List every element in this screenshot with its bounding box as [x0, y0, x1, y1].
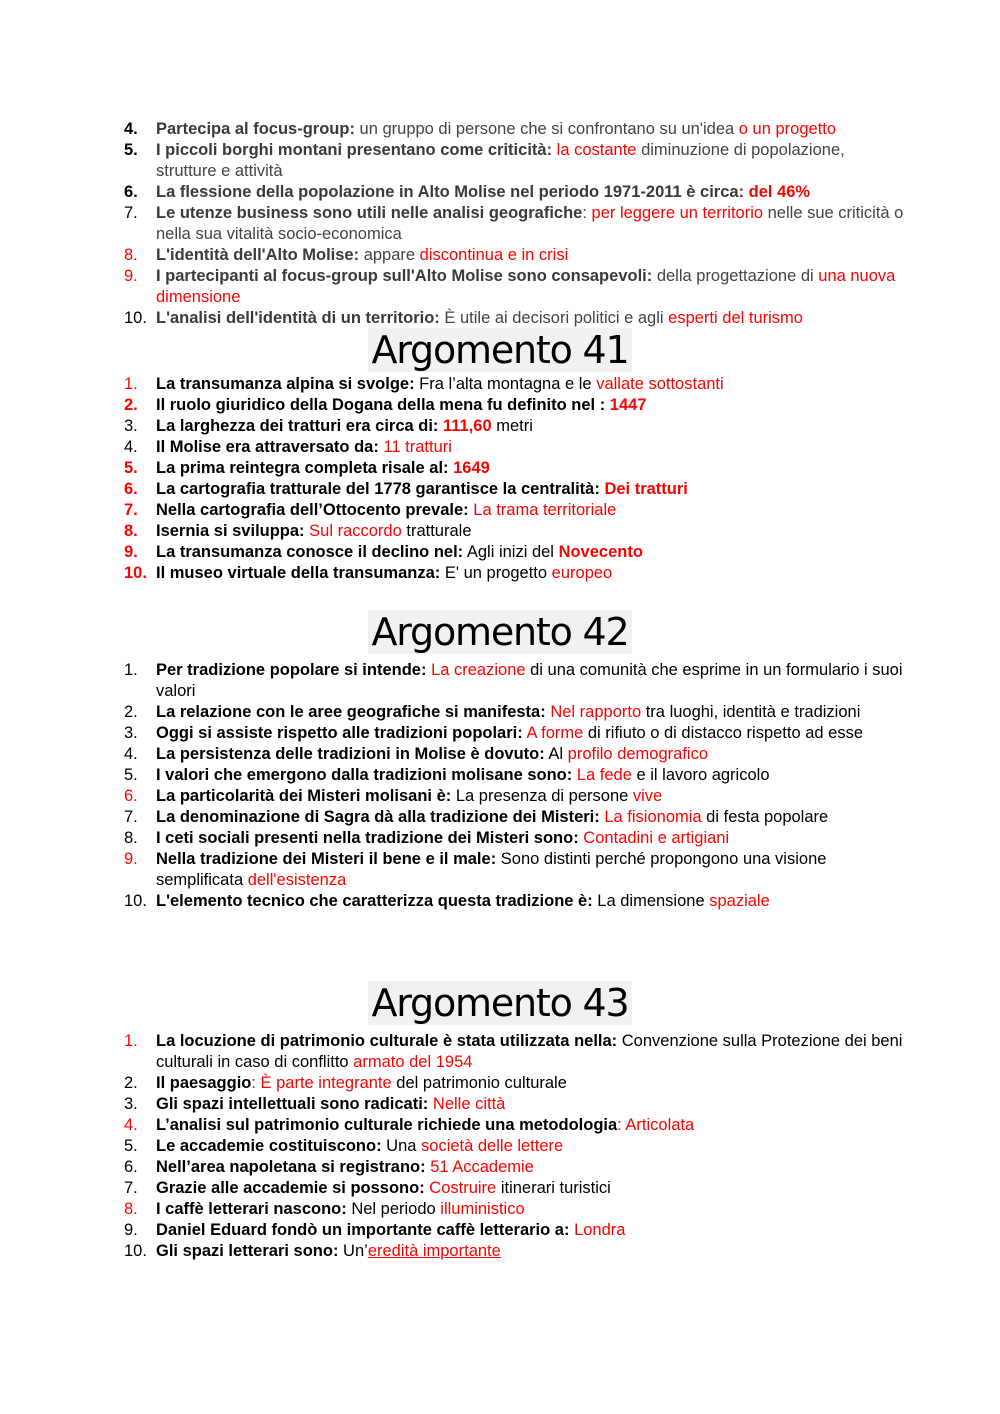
list-item	[0, 807, 1000, 828]
question-text: I ceti sociali presenti nella tradizione dei Misteri sono:	[156, 829, 579, 847]
answer-highlight: dell'esistenza	[247, 871, 347, 889]
item-number: 4.	[124, 120, 138, 138]
item-text	[156, 745, 708, 763]
list-item	[0, 1178, 1000, 1199]
question-text: La denominazione di Sagra dà alla tradizione dei Misteri:	[156, 808, 600, 826]
answer-text: Una	[381, 1137, 422, 1155]
item-number: 7.	[124, 1179, 138, 1197]
answer-text: di rifiuto o di distacco rispetto ad esse	[583, 724, 864, 742]
item-text	[156, 1200, 525, 1218]
answer-text: Nel periodo	[346, 1200, 441, 1218]
answer-text: nelle sue criticità o nella sua vitalità socio-economica	[156, 204, 904, 243]
answer-highlight: 1447	[609, 396, 647, 414]
section-42-list	[0, 660, 1000, 912]
answer-highlight: discontinua e in crisi	[419, 246, 569, 264]
item-number: 10.	[124, 892, 147, 910]
item-number: 8.	[124, 522, 138, 540]
question-text: Nell’area napoletana si registrano:	[156, 1158, 426, 1176]
answer-text: Fra l’alta montagna e le	[414, 375, 597, 393]
question-text: La larghezza dei tratturi era circa di:	[156, 417, 444, 435]
list-item	[0, 723, 1000, 744]
answer-highlight: Londra	[574, 1221, 626, 1239]
list-item	[0, 140, 1000, 182]
item-number: 5.	[124, 766, 138, 784]
answer-text: Sono distinti perché propongono una visione semplificata	[156, 850, 827, 889]
list-item	[0, 660, 1000, 702]
item-number: 9.	[124, 1221, 138, 1239]
answer-text: un gruppo di persone che si confrontano su un'idea	[354, 120, 739, 138]
item-text	[156, 120, 836, 138]
item-number: 3.	[124, 724, 138, 742]
item-number: 8.	[124, 1200, 138, 1218]
question-text: L'identità dell'Alto Molise:	[156, 246, 360, 264]
answer-highlight: vive	[632, 787, 663, 805]
answer-highlight: 111,60	[443, 417, 492, 435]
list-item	[0, 395, 1000, 416]
list-item	[0, 500, 1000, 521]
question-text: Gli spazi intellettuali sono radicati:	[156, 1095, 429, 1113]
item-number: 5.	[124, 141, 138, 159]
item-number: 9.	[124, 850, 138, 868]
question-text: La cartografia tratturale del 1778 garantisce la centralità:	[156, 480, 605, 498]
answer-text: della progettazione di	[652, 267, 819, 285]
item-text	[156, 480, 688, 498]
item-number: 10.	[124, 564, 147, 582]
list-item	[0, 203, 1000, 245]
list-item	[0, 182, 1000, 203]
answer-highlight: esperti del turismo	[668, 309, 803, 327]
question-text: I valori che emergono dalla tradizioni molisane sono:	[156, 766, 573, 784]
item-text	[156, 267, 895, 306]
answer-highlight: Contadini e artigiani	[583, 829, 730, 847]
list-item	[0, 416, 1000, 437]
item-text	[156, 1179, 611, 1197]
item-text	[156, 543, 643, 561]
item-number: 6.	[124, 787, 138, 805]
list-item	[0, 744, 1000, 765]
answer-highlight: La trama territoriale	[473, 501, 617, 519]
answer-text: di festa popolare	[701, 808, 829, 826]
answer-list	[0, 374, 1000, 584]
question-text: Il paesaggio	[156, 1074, 252, 1092]
item-text	[156, 766, 770, 784]
list-item	[0, 765, 1000, 786]
list-item	[0, 1241, 1000, 1262]
list-item	[0, 245, 1000, 266]
answer-highlight: La fisionomia	[604, 808, 702, 826]
item-number: 6.	[124, 480, 138, 498]
answer-text: Al	[544, 745, 568, 763]
item-number: 4.	[124, 438, 138, 456]
question-text: La transumanza alpina si svolge:	[156, 375, 415, 393]
item-text	[156, 438, 452, 456]
list-item	[0, 1073, 1000, 1094]
list-item	[0, 479, 1000, 500]
item-text	[156, 1074, 567, 1092]
answer-list	[0, 119, 1000, 329]
question-text: Nella tradizione dei Misteri il bene e il male:	[156, 850, 497, 868]
item-text	[156, 501, 616, 519]
answer-list	[0, 1031, 1000, 1262]
item-number: 6.	[124, 183, 138, 201]
answer-highlight: 1649	[453, 459, 490, 477]
section-heading-42	[0, 609, 1000, 655]
answer-text: diminuzione di popolazione, strutture e attività	[156, 141, 845, 180]
list-item	[0, 437, 1000, 458]
question-text: Per tradizione popolare si intende:	[156, 661, 427, 679]
question-text: La prima reintegra completa risale al:	[156, 459, 454, 477]
list-item	[0, 891, 1000, 912]
item-number: 8.	[124, 246, 138, 264]
question-text: Daniel Eduard fondò un importante caffè letterario a:	[156, 1221, 570, 1239]
item-number: 2.	[124, 703, 138, 721]
answer-text: metri	[491, 417, 533, 435]
item-number: 7.	[124, 808, 138, 826]
answer-text: del patrimonio culturale	[391, 1074, 567, 1092]
item-number: 5.	[124, 1137, 138, 1155]
answer-text: È utile ai decisori politici e agli	[439, 309, 669, 327]
heading-text: Argomento 43	[368, 981, 633, 1025]
answer-text: E' un progetto	[440, 564, 552, 582]
answer-highlight: europeo	[551, 564, 613, 582]
list-item	[0, 1031, 1000, 1073]
item-text	[156, 1116, 694, 1134]
answer-highlight: La fede	[576, 766, 632, 784]
item-number: 5.	[124, 459, 138, 477]
section-41-list	[0, 374, 1000, 584]
question-text: Il museo virtuale della transumanza:	[156, 564, 441, 582]
item-text	[156, 141, 845, 180]
item-text	[156, 1242, 501, 1260]
answer-text: tratturale	[401, 522, 472, 540]
answer-text: Un’	[338, 1242, 368, 1260]
answer-highlight: del 46%	[748, 183, 811, 201]
list-item	[0, 374, 1000, 395]
item-text	[156, 829, 729, 847]
item-text	[156, 1221, 625, 1239]
item-text	[156, 1095, 505, 1113]
item-number: 3.	[124, 417, 138, 435]
list-item	[0, 849, 1000, 891]
answer-highlight: vallate sottostanti	[596, 375, 724, 393]
item-text	[156, 564, 612, 582]
item-number: 2.	[124, 396, 138, 414]
list-item	[0, 119, 1000, 140]
question-text: Oggi si assiste rispetto alle tradizioni popolari:	[156, 724, 523, 742]
item-text	[156, 246, 568, 264]
answer-highlight: : È parte integrante	[251, 1074, 392, 1092]
item-text	[156, 396, 647, 414]
answer-highlight: per leggere un territorio	[591, 204, 764, 222]
question-text: Le utenze business sono utili nelle analisi geografiche	[156, 204, 583, 222]
item-number: 8.	[124, 829, 138, 847]
item-number: 9.	[124, 543, 138, 561]
answer-highlight: La creazione	[431, 661, 526, 679]
question-text: La relazione con le aree geografiche si manifesta:	[156, 703, 546, 721]
question-text: Il Molise era attraversato da:	[156, 438, 379, 456]
question-text: I partecipanti al focus-group sull'Alto Molise sono consapevoli:	[156, 267, 653, 285]
answer-text: e il lavoro agricolo	[631, 766, 770, 784]
answer-highlight: profilo demografico	[567, 745, 708, 763]
list-item	[0, 458, 1000, 479]
list-item	[0, 1115, 1000, 1136]
answer-text: La dimensione	[592, 892, 710, 910]
item-text	[156, 892, 770, 910]
answer-list	[0, 660, 1000, 912]
item-text	[156, 1137, 563, 1155]
answer-highlight: 51 Accademie	[430, 1158, 534, 1176]
item-text	[156, 703, 860, 721]
section-43-list	[0, 1031, 1000, 1262]
answer-highlight: Nelle città	[432, 1095, 506, 1113]
item-text	[156, 459, 490, 477]
question-text: L'elemento tecnico che caratterizza questa tradizione è:	[156, 892, 593, 910]
answer-highlight: la costante	[556, 141, 637, 159]
section-previous-list	[0, 119, 1000, 329]
question-text: Grazie alle accademie si possono:	[156, 1179, 425, 1197]
section-heading-43	[0, 980, 1000, 1026]
item-text	[156, 850, 826, 889]
answer-highlight: Novecento	[558, 543, 643, 561]
list-item	[0, 563, 1000, 584]
answer-highlight: A forme	[526, 724, 584, 742]
item-number: 7.	[124, 204, 138, 222]
list-item	[0, 702, 1000, 723]
answer-highlight: Costruire	[429, 1179, 497, 1197]
list-item	[0, 1157, 1000, 1178]
answer-highlight: società delle lettere	[421, 1137, 564, 1155]
item-number: 4.	[124, 745, 138, 763]
answer-highlight: Nel rapporto	[550, 703, 642, 721]
item-text	[156, 183, 810, 201]
item-text	[156, 661, 903, 700]
answer-text: tra luoghi, identità e tradizioni	[641, 703, 861, 721]
answer-text: appare	[359, 246, 420, 264]
answer-highlight: una nuova dimensione	[156, 267, 896, 306]
answer-text: di una comunità che esprime in un formulario i suoi valori	[156, 661, 903, 700]
question-text: I caffè letterari nascono:	[156, 1200, 347, 1218]
question-text: Isernia si sviluppa:	[156, 522, 305, 540]
question-text: L’analisi sul patrimonio culturale richiede una metodologia	[156, 1116, 618, 1134]
item-text	[156, 808, 828, 826]
list-item	[0, 1199, 1000, 1220]
item-number: 7.	[124, 501, 138, 519]
answer-highlight: spaziale	[709, 892, 770, 910]
question-text: La persistenza delle tradizioni in Molise è dovuto:	[156, 745, 545, 763]
answer-highlight: Sul raccordo	[309, 522, 402, 540]
item-text	[156, 1032, 902, 1071]
answer-highlight: Dei tratturi	[604, 480, 688, 498]
heading-text: Argomento 42	[368, 610, 633, 654]
question-text: La transumanza conosce il declino nel:	[156, 543, 464, 561]
item-number: 1.	[124, 661, 138, 679]
item-text	[156, 204, 903, 243]
question-text: Gli spazi letterari sono:	[156, 1242, 339, 1260]
answer-highlight: armato del 1954	[353, 1053, 473, 1071]
answer-text: La presenza di persone	[451, 787, 633, 805]
item-text	[156, 787, 662, 805]
item-number: 3.	[124, 1095, 138, 1113]
list-item	[0, 786, 1000, 807]
question-text: Le accademie costituiscono:	[156, 1137, 382, 1155]
list-item	[0, 1136, 1000, 1157]
item-number: 9.	[124, 267, 138, 285]
list-item	[0, 828, 1000, 849]
list-item	[0, 542, 1000, 563]
question-text: Partecipa al focus-group:	[156, 120, 355, 138]
answer-text: Convenzione sulla Protezione dei beni culturali in caso di conflitto	[156, 1032, 903, 1071]
answer-highlight: : Articolata	[617, 1116, 695, 1134]
list-item	[0, 308, 1000, 329]
item-number: 10.	[124, 1242, 147, 1260]
question-text: La particolarità dei Misteri molisani è:	[156, 787, 452, 805]
list-item	[0, 1220, 1000, 1241]
answer-highlight: illuministico	[440, 1200, 525, 1218]
item-number: 1.	[124, 375, 138, 393]
question-text: La flessione della popolazione in Alto Molise nel periodo 1971-2011 è circa:	[156, 183, 749, 201]
answer-highlight: 11 tratturi	[383, 438, 452, 456]
answer-text: :	[582, 204, 592, 222]
question-text: La locuzione di patrimonio culturale è stata utilizzata nella:	[156, 1032, 618, 1050]
question-text: Nella cartografia dell’Ottocento prevale:	[156, 501, 469, 519]
list-item	[0, 266, 1000, 308]
question-text: L'analisi dell'identità di un territorio:	[156, 309, 440, 327]
answer-highlight: o un progetto	[738, 120, 837, 138]
item-text	[156, 522, 472, 540]
item-text	[156, 1158, 534, 1176]
answer-text: itinerari turistici	[496, 1179, 611, 1197]
section-heading-41	[0, 327, 1000, 373]
item-text	[156, 724, 863, 742]
item-text	[156, 375, 724, 393]
item-number: 10.	[124, 309, 147, 327]
list-item	[0, 521, 1000, 542]
item-number: 4.	[124, 1116, 138, 1134]
item-number: 2.	[124, 1074, 138, 1092]
list-item	[0, 1094, 1000, 1115]
heading-text: Argomento 41	[368, 328, 633, 372]
answer-text: Agli inizi del	[463, 543, 559, 561]
item-number: 6.	[124, 1158, 138, 1176]
answer-highlight: eredità importante	[367, 1242, 501, 1260]
question-text: I piccoli borghi montani presentano come criticità:	[156, 141, 553, 159]
item-text	[156, 309, 803, 327]
item-number: 1.	[124, 1032, 138, 1050]
question-text: Il ruolo giuridico della Dogana della mena fu definito nel :	[156, 396, 610, 414]
item-text	[156, 417, 533, 435]
